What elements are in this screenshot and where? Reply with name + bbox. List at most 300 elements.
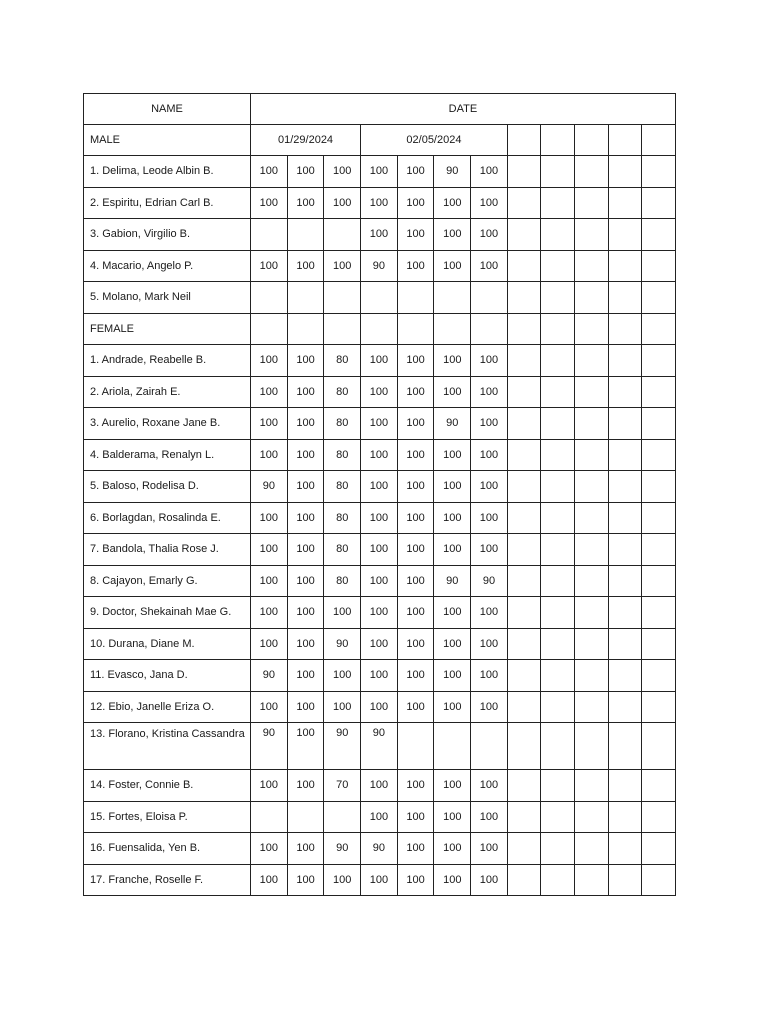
empty-cell xyxy=(575,660,609,692)
empty-cell xyxy=(541,439,575,471)
student-name: 14. Foster, Connie B. xyxy=(84,770,251,802)
score-cell xyxy=(471,282,508,314)
score-cell: 100 xyxy=(434,219,471,251)
empty-cell xyxy=(507,502,541,534)
empty-cell xyxy=(575,282,609,314)
score-cell xyxy=(251,219,288,251)
empty-cell xyxy=(608,801,642,833)
empty-cell xyxy=(642,439,676,471)
empty-cell xyxy=(575,408,609,440)
score-cell: 100 xyxy=(287,534,324,566)
score-cell: 80 xyxy=(324,534,361,566)
score-cell: 100 xyxy=(471,801,508,833)
score-cell: 90 xyxy=(324,723,361,770)
score-cell xyxy=(287,219,324,251)
score-cell: 100 xyxy=(251,187,288,219)
date-group-1: 01/29/2024 xyxy=(251,125,361,156)
score-cell: 100 xyxy=(251,534,288,566)
score-cell: 100 xyxy=(251,250,288,282)
empty-cell xyxy=(608,187,642,219)
score-cell: 90 xyxy=(324,628,361,660)
score-cell: 100 xyxy=(287,376,324,408)
score-cell: 100 xyxy=(361,691,398,723)
empty-cell xyxy=(642,219,676,251)
empty-cell xyxy=(541,471,575,503)
empty-cell xyxy=(541,408,575,440)
date-group-2: 02/05/2024 xyxy=(361,125,508,156)
score-cell: 100 xyxy=(434,833,471,865)
score-cell: 100 xyxy=(434,597,471,629)
score-cell: 100 xyxy=(251,439,288,471)
empty-cell xyxy=(507,833,541,865)
empty-cell xyxy=(541,864,575,896)
empty-cell xyxy=(541,156,575,188)
student-name: 9. Doctor, Shekainah Mae G. xyxy=(84,597,251,629)
score-cell: 100 xyxy=(471,597,508,629)
score-cell: 80 xyxy=(324,471,361,503)
score-cell: 100 xyxy=(434,250,471,282)
score-cell: 100 xyxy=(251,408,288,440)
score-cell: 90 xyxy=(361,833,398,865)
score-cell: 100 xyxy=(324,864,361,896)
score-cell: 90 xyxy=(361,250,398,282)
empty-cell xyxy=(642,660,676,692)
empty-cell xyxy=(507,723,541,770)
empty-cell xyxy=(575,502,609,534)
empty-cell xyxy=(642,471,676,503)
score-cell: 100 xyxy=(361,439,398,471)
score-cell: 100 xyxy=(471,376,508,408)
score-cell: 100 xyxy=(397,534,434,566)
empty-cell xyxy=(324,313,361,345)
score-cell: 100 xyxy=(287,723,324,770)
empty-cell xyxy=(541,250,575,282)
score-cell xyxy=(287,801,324,833)
table-body xyxy=(84,94,676,896)
score-cell: 100 xyxy=(324,156,361,188)
empty-cell xyxy=(642,502,676,534)
score-cell: 90 xyxy=(251,723,288,770)
score-cell: 100 xyxy=(324,597,361,629)
empty-cell xyxy=(541,660,575,692)
empty-cell xyxy=(251,313,288,345)
student-name: 3. Gabion, Virgilio B. xyxy=(84,219,251,251)
empty-cell xyxy=(397,313,434,345)
empty-cell xyxy=(575,534,609,566)
student-name: 15. Fortes, Eloisa P. xyxy=(84,801,251,833)
empty-cell xyxy=(575,187,609,219)
score-cell: 100 xyxy=(471,156,508,188)
score-cell: 90 xyxy=(324,833,361,865)
score-cell: 100 xyxy=(434,376,471,408)
score-cell: 100 xyxy=(287,187,324,219)
empty-cell xyxy=(541,187,575,219)
score-cell: 90 xyxy=(251,660,288,692)
score-cell: 100 xyxy=(397,471,434,503)
score-cell: 100 xyxy=(434,691,471,723)
score-cell: 100 xyxy=(397,628,434,660)
score-cell: 100 xyxy=(287,864,324,896)
score-cell: 80 xyxy=(324,439,361,471)
score-cell: 100 xyxy=(434,770,471,802)
score-cell xyxy=(397,723,434,770)
score-cell: 90 xyxy=(361,723,398,770)
score-cell: 100 xyxy=(471,439,508,471)
score-cell xyxy=(324,219,361,251)
female-section-label-row xyxy=(84,313,676,345)
student-name: 2. Ariola, Zairah E. xyxy=(84,376,251,408)
score-cell: 100 xyxy=(251,565,288,597)
empty-cell xyxy=(507,565,541,597)
empty-cell xyxy=(608,597,642,629)
empty-cell xyxy=(575,770,609,802)
table-row xyxy=(84,156,676,188)
empty-cell xyxy=(507,691,541,723)
score-cell: 100 xyxy=(287,833,324,865)
empty-date-cell xyxy=(575,125,609,156)
score-cell: 100 xyxy=(397,439,434,471)
empty-cell xyxy=(642,833,676,865)
score-cell: 100 xyxy=(287,691,324,723)
table-row xyxy=(84,597,676,629)
table-header-row xyxy=(84,94,676,125)
empty-cell xyxy=(642,156,676,188)
score-cell: 100 xyxy=(397,565,434,597)
table-row xyxy=(84,502,676,534)
score-cell: 100 xyxy=(287,565,324,597)
student-name: 7. Bandola, Thalia Rose J. xyxy=(84,534,251,566)
score-cell: 100 xyxy=(251,691,288,723)
empty-cell xyxy=(507,187,541,219)
empty-cell xyxy=(541,502,575,534)
empty-cell xyxy=(575,439,609,471)
score-cell xyxy=(434,282,471,314)
score-cell: 100 xyxy=(251,376,288,408)
male-section-label: MALE xyxy=(84,125,251,156)
empty-cell xyxy=(507,660,541,692)
empty-cell xyxy=(608,376,642,408)
empty-cell xyxy=(608,723,642,770)
empty-cell xyxy=(575,250,609,282)
score-cell: 100 xyxy=(434,534,471,566)
score-cell: 100 xyxy=(287,471,324,503)
score-cell: 100 xyxy=(251,628,288,660)
empty-cell xyxy=(608,345,642,377)
empty-cell xyxy=(608,219,642,251)
empty-cell xyxy=(575,833,609,865)
empty-cell xyxy=(575,376,609,408)
score-cell: 100 xyxy=(471,628,508,660)
empty-cell xyxy=(575,801,609,833)
empty-cell xyxy=(608,439,642,471)
score-cell: 100 xyxy=(397,345,434,377)
score-cell: 80 xyxy=(324,408,361,440)
score-cell: 100 xyxy=(361,534,398,566)
score-cell: 100 xyxy=(287,156,324,188)
empty-cell xyxy=(608,691,642,723)
empty-cell xyxy=(541,282,575,314)
score-cell: 100 xyxy=(434,471,471,503)
score-cell: 100 xyxy=(361,471,398,503)
empty-cell xyxy=(471,313,508,345)
score-cell: 100 xyxy=(287,439,324,471)
empty-cell xyxy=(642,770,676,802)
score-cell: 80 xyxy=(324,376,361,408)
table-row xyxy=(84,282,676,314)
score-cell: 100 xyxy=(361,770,398,802)
empty-cell xyxy=(608,770,642,802)
empty-cell xyxy=(608,534,642,566)
empty-cell xyxy=(642,864,676,896)
empty-cell xyxy=(507,250,541,282)
empty-cell xyxy=(507,376,541,408)
empty-cell xyxy=(575,219,609,251)
empty-cell xyxy=(541,833,575,865)
score-cell: 100 xyxy=(361,156,398,188)
empty-cell xyxy=(541,801,575,833)
student-name: 4. Macario, Angelo P. xyxy=(84,250,251,282)
table-row xyxy=(84,864,676,896)
empty-cell xyxy=(541,628,575,660)
empty-cell xyxy=(507,345,541,377)
table-row xyxy=(84,376,676,408)
score-cell: 100 xyxy=(361,597,398,629)
table-row xyxy=(84,345,676,377)
score-cell: 100 xyxy=(434,345,471,377)
score-cell: 100 xyxy=(251,833,288,865)
empty-date-cell xyxy=(608,125,642,156)
student-name: 12. Ebio, Janelle Eriza O. xyxy=(84,691,251,723)
score-cell: 100 xyxy=(434,660,471,692)
score-cell: 100 xyxy=(397,187,434,219)
empty-cell xyxy=(541,565,575,597)
table-row xyxy=(84,801,676,833)
score-cell: 100 xyxy=(471,345,508,377)
score-cell: 100 xyxy=(361,801,398,833)
score-cell: 100 xyxy=(287,597,324,629)
score-cell: 100 xyxy=(287,345,324,377)
score-cell: 100 xyxy=(397,408,434,440)
score-cell: 100 xyxy=(324,691,361,723)
score-cell: 100 xyxy=(471,534,508,566)
score-cell: 100 xyxy=(251,770,288,802)
empty-cell xyxy=(642,408,676,440)
table-row xyxy=(84,250,676,282)
empty-cell xyxy=(608,502,642,534)
score-cell xyxy=(324,801,361,833)
table-row xyxy=(84,534,676,566)
empty-cell xyxy=(642,376,676,408)
score-cell: 100 xyxy=(324,187,361,219)
score-cell: 100 xyxy=(287,408,324,440)
score-cell: 100 xyxy=(361,565,398,597)
student-name: 16. Fuensalida, Yen B. xyxy=(84,833,251,865)
score-cell: 100 xyxy=(397,660,434,692)
empty-cell xyxy=(507,439,541,471)
student-name: 6. Borlagdan, Rosalinda E. xyxy=(84,502,251,534)
score-cell: 100 xyxy=(434,628,471,660)
score-cell: 100 xyxy=(361,864,398,896)
empty-cell xyxy=(608,156,642,188)
table-row xyxy=(84,219,676,251)
empty-cell xyxy=(507,534,541,566)
score-cell: 70 xyxy=(324,770,361,802)
score-cell xyxy=(397,282,434,314)
score-cell: 100 xyxy=(287,660,324,692)
score-cell: 100 xyxy=(361,502,398,534)
date-subheader-row xyxy=(84,125,676,156)
empty-cell xyxy=(541,219,575,251)
empty-cell xyxy=(507,770,541,802)
score-cell: 100 xyxy=(471,471,508,503)
empty-cell xyxy=(507,471,541,503)
score-cell: 100 xyxy=(324,660,361,692)
score-cell xyxy=(434,723,471,770)
student-name: 13. Florano, Kristina Cassandra xyxy=(84,723,251,770)
empty-cell xyxy=(575,156,609,188)
empty-cell xyxy=(541,770,575,802)
score-cell: 100 xyxy=(471,660,508,692)
empty-date-cell xyxy=(642,125,676,156)
table-row xyxy=(84,408,676,440)
empty-cell xyxy=(507,864,541,896)
score-cell: 80 xyxy=(324,345,361,377)
empty-cell xyxy=(507,282,541,314)
score-cell: 100 xyxy=(361,376,398,408)
empty-cell xyxy=(642,628,676,660)
student-name: 1. Andrade, Reabelle B. xyxy=(84,345,251,377)
empty-cell xyxy=(608,471,642,503)
grade-sheet-table xyxy=(83,93,676,896)
student-name: 5. Molano, Mark Neil xyxy=(84,282,251,314)
score-cell: 100 xyxy=(397,219,434,251)
empty-cell xyxy=(608,565,642,597)
empty-cell xyxy=(608,408,642,440)
empty-cell xyxy=(507,628,541,660)
score-cell: 90 xyxy=(434,565,471,597)
empty-cell xyxy=(642,282,676,314)
student-name: 4. Balderama, Renalyn L. xyxy=(84,439,251,471)
score-cell: 100 xyxy=(361,408,398,440)
empty-cell xyxy=(642,597,676,629)
empty-cell xyxy=(642,723,676,770)
student-name: 3. Aurelio, Roxane Jane B. xyxy=(84,408,251,440)
empty-cell xyxy=(608,833,642,865)
student-name: 5. Baloso, Rodelisa D. xyxy=(84,471,251,503)
empty-cell xyxy=(575,864,609,896)
student-name: 1. Delima, Leode Albin B. xyxy=(84,156,251,188)
table-row xyxy=(84,691,676,723)
empty-cell xyxy=(575,565,609,597)
empty-cell xyxy=(575,345,609,377)
empty-cell xyxy=(642,250,676,282)
empty-cell xyxy=(575,628,609,660)
score-cell xyxy=(361,282,398,314)
score-cell: 100 xyxy=(361,345,398,377)
score-cell: 100 xyxy=(434,502,471,534)
empty-cell xyxy=(642,565,676,597)
score-cell: 100 xyxy=(361,219,398,251)
empty-cell xyxy=(608,660,642,692)
student-name: 17. Franche, Roselle F. xyxy=(84,864,251,896)
table-row xyxy=(84,833,676,865)
empty-cell xyxy=(575,691,609,723)
score-cell: 100 xyxy=(397,691,434,723)
empty-cell xyxy=(507,408,541,440)
score-cell: 100 xyxy=(471,502,508,534)
score-cell: 90 xyxy=(434,156,471,188)
score-cell: 100 xyxy=(471,408,508,440)
empty-cell xyxy=(507,801,541,833)
score-cell xyxy=(251,282,288,314)
empty-cell xyxy=(608,628,642,660)
empty-cell xyxy=(642,187,676,219)
empty-cell xyxy=(642,691,676,723)
score-cell: 100 xyxy=(287,250,324,282)
empty-cell xyxy=(575,597,609,629)
student-name: 2. Espiritu, Edrian Carl B. xyxy=(84,187,251,219)
empty-cell xyxy=(361,313,398,345)
table-row xyxy=(84,723,676,770)
score-cell: 100 xyxy=(397,801,434,833)
empty-cell xyxy=(642,801,676,833)
score-cell: 100 xyxy=(324,250,361,282)
empty-cell xyxy=(608,313,642,345)
empty-cell xyxy=(642,345,676,377)
empty-cell xyxy=(541,534,575,566)
empty-cell xyxy=(507,156,541,188)
empty-cell xyxy=(287,313,324,345)
score-cell: 80 xyxy=(324,502,361,534)
table-row xyxy=(84,439,676,471)
empty-cell xyxy=(642,313,676,345)
empty-cell xyxy=(608,282,642,314)
empty-cell xyxy=(608,864,642,896)
score-cell: 90 xyxy=(251,471,288,503)
table-row xyxy=(84,187,676,219)
empty-cell xyxy=(541,597,575,629)
score-cell: 100 xyxy=(361,628,398,660)
empty-cell xyxy=(575,471,609,503)
date-column-header: DATE xyxy=(251,94,676,125)
score-cell: 100 xyxy=(397,597,434,629)
student-name: 10. Durana, Diane M. xyxy=(84,628,251,660)
empty-cell xyxy=(434,313,471,345)
table-row xyxy=(84,660,676,692)
score-cell xyxy=(251,801,288,833)
empty-cell xyxy=(507,597,541,629)
empty-cell xyxy=(541,691,575,723)
score-cell: 100 xyxy=(361,660,398,692)
empty-cell xyxy=(541,345,575,377)
name-column-header: NAME xyxy=(84,94,251,125)
score-cell: 100 xyxy=(471,864,508,896)
table-row xyxy=(84,628,676,660)
score-cell: 100 xyxy=(397,376,434,408)
table-row xyxy=(84,471,676,503)
score-cell: 100 xyxy=(251,502,288,534)
empty-cell xyxy=(507,313,541,345)
empty-cell xyxy=(541,313,575,345)
score-cell: 100 xyxy=(361,187,398,219)
empty-cell xyxy=(575,723,609,770)
score-cell: 90 xyxy=(471,565,508,597)
score-cell: 100 xyxy=(471,833,508,865)
score-cell: 100 xyxy=(434,439,471,471)
score-cell: 100 xyxy=(251,156,288,188)
empty-cell xyxy=(642,534,676,566)
score-cell: 100 xyxy=(471,250,508,282)
